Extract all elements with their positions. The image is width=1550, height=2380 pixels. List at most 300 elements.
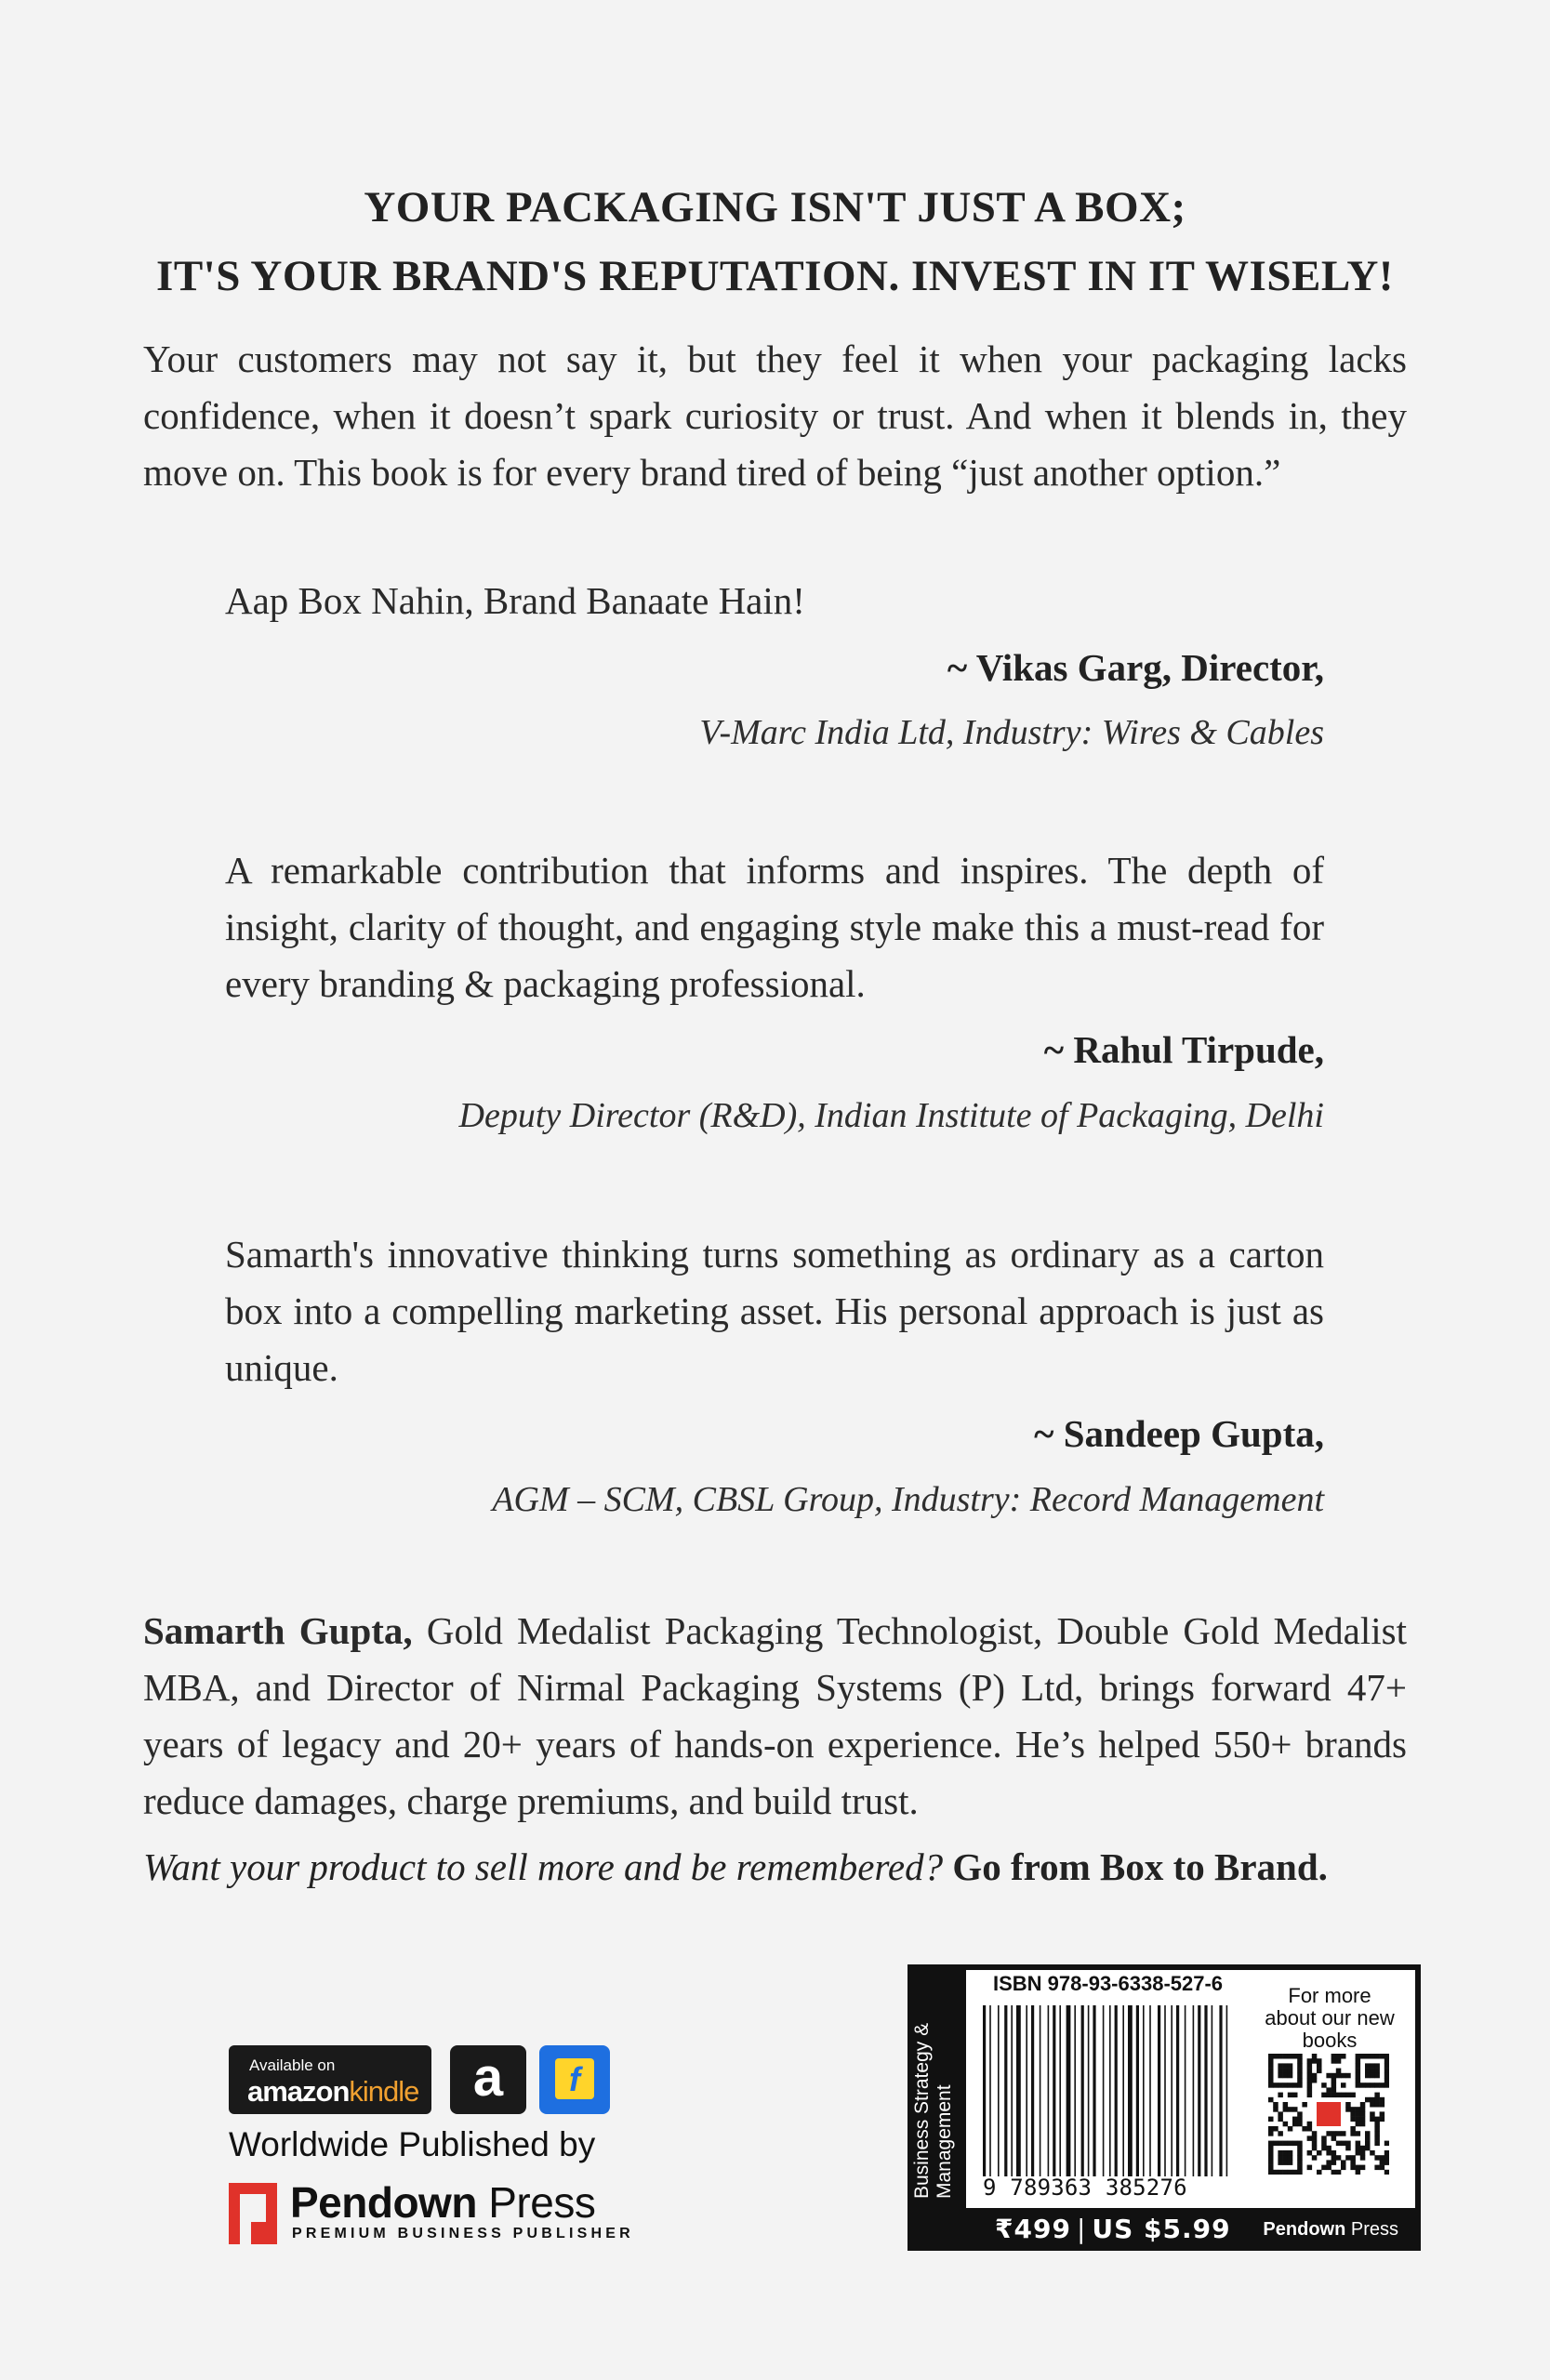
- qr-module: [1278, 2160, 1283, 2165]
- qr-module: [1384, 2170, 1389, 2175]
- barcode-bar: [1031, 2005, 1034, 2176]
- for-more-books-label: For more about our new books: [1265, 1984, 1395, 2052]
- qr-module: [1273, 2107, 1278, 2112]
- worldwide-published-by: Worldwide Published by: [229, 2125, 596, 2163]
- qr-module: [1356, 2054, 1361, 2059]
- qr-module: [1326, 2160, 1331, 2165]
- qr-module: [1384, 2141, 1389, 2147]
- qr-module: [1273, 2102, 1278, 2108]
- qr-module: [1268, 2126, 1274, 2132]
- qr-module: [1384, 2155, 1389, 2161]
- qr-module: [1268, 2146, 1274, 2151]
- qr-module: [1273, 2141, 1278, 2147]
- barcode-bar: [1128, 2005, 1133, 2176]
- qr-module: [1297, 2073, 1303, 2079]
- barcode-bar: [1226, 2005, 1228, 2176]
- qr-module: [1374, 2117, 1380, 2122]
- qr-module: [1283, 2069, 1289, 2074]
- qr-module: [1326, 2150, 1331, 2156]
- qr-module: [1365, 2082, 1371, 2088]
- barcode-bar: [1040, 2005, 1041, 2176]
- barcode-bar: [1204, 2005, 1207, 2176]
- qr-module: [1288, 2170, 1293, 2175]
- qr-module: [1336, 2069, 1342, 2074]
- qr-module: [1312, 2131, 1318, 2136]
- qr-module: [1278, 2150, 1283, 2156]
- qr-module: [1288, 2082, 1293, 2088]
- qr-module: [1317, 2058, 1322, 2064]
- publisher-name-bold: Pendown: [290, 2178, 477, 2227]
- qr-module: [1321, 2093, 1327, 2098]
- qr-module: [1331, 2131, 1337, 2136]
- qr-module: [1336, 2141, 1342, 2147]
- barcode-bar: [998, 2005, 1000, 2176]
- barcode-bar: [1053, 2005, 1055, 2176]
- qr-module: [1350, 2155, 1356, 2161]
- qr-module: [1356, 2150, 1361, 2156]
- qr-module: [1278, 2155, 1283, 2161]
- barcode-bar: [1074, 2005, 1076, 2176]
- qr-module: [1297, 2078, 1303, 2083]
- qr-module: [1268, 2073, 1274, 2079]
- qr-module: [1268, 2058, 1274, 2064]
- qr-module: [1283, 2160, 1289, 2165]
- qr-module: [1341, 2165, 1346, 2171]
- qr-module: [1268, 2155, 1274, 2161]
- amazon-logo-icon: a: [450, 2045, 526, 2114]
- qr-module: [1292, 2141, 1298, 2147]
- qr-module: [1307, 2069, 1313, 2074]
- qr-module: [1278, 2093, 1283, 2098]
- qr-module: [1336, 2155, 1342, 2161]
- qr-module: [1278, 2131, 1283, 2136]
- qr-module: [1283, 2170, 1289, 2175]
- qr-module: [1345, 2146, 1351, 2151]
- barcode-bar: [1164, 2005, 1166, 2176]
- qr-module: [1384, 2082, 1389, 2088]
- qr-module: [1326, 2093, 1331, 2098]
- testimonial-name-2: ~ Rahul Tirpude,: [1043, 1028, 1324, 1071]
- headline-line-1: YOUR PACKAGING ISN'T JUST A BOX;: [364, 183, 1186, 231]
- qr-module: [1384, 2054, 1389, 2059]
- barcode-bar: [1011, 2005, 1013, 2176]
- qr-module: [1374, 2082, 1380, 2088]
- publisher-name: [290, 2177, 595, 2228]
- qr-module: [1307, 2087, 1313, 2093]
- qr-module: [1278, 2073, 1283, 2079]
- qr-module: [1268, 2054, 1274, 2059]
- qr-module: [1350, 2131, 1356, 2136]
- qr-module: [1292, 2054, 1298, 2059]
- qr-module: [1317, 2063, 1322, 2069]
- qr-module: [1360, 2102, 1366, 2108]
- qr-module: [1283, 2082, 1289, 2088]
- qr-module: [1292, 2122, 1298, 2127]
- qr-module: [1356, 2131, 1361, 2136]
- qr-module: [1326, 2131, 1331, 2136]
- author-bio-text: Gold Medalist Packaging Technologist, Double Gold Medalist MBA, and Director of Nirmal Packaging Systems (P) Ltd, brings forward 47+ years of legacy and 20+ years of hands-on experience. He’s helped 550+ brands reduce damages, charge premiums, and build trust.: [143, 1609, 1407, 1822]
- qr-module: [1336, 2054, 1342, 2059]
- qr-module: [1356, 2073, 1361, 2079]
- qr-module: [1273, 2082, 1278, 2088]
- qr-module: [1302, 2126, 1307, 2132]
- qr-module: [1288, 2093, 1293, 2098]
- author-name: Samarth Gupta,: [143, 1609, 413, 1652]
- barcode-bar: [1048, 2005, 1050, 2176]
- qr-module: [1283, 2150, 1289, 2156]
- qr-module: [1312, 2141, 1318, 2147]
- testimonial-role-3: AGM – SCM, CBSL Group, Industry: Record Management: [492, 1480, 1324, 1519]
- amazon-kindle-badge: [229, 2045, 431, 2114]
- barcode-bar: [1171, 2005, 1172, 2176]
- qr-module: [1312, 2058, 1318, 2064]
- qr-module: [1273, 2170, 1278, 2175]
- qr-module: [1370, 2069, 1375, 2074]
- qr-module: [1288, 2141, 1293, 2147]
- qr-module: [1297, 2122, 1303, 2127]
- qr-module: [1288, 2054, 1293, 2059]
- qr-module: [1302, 2102, 1307, 2108]
- qr-module: [1350, 2111, 1356, 2117]
- kindle-badge-brand: amazon: [247, 2075, 350, 2108]
- qr-module: [1321, 2141, 1327, 2147]
- qr-module: [1321, 2082, 1327, 2088]
- qr-module: [1356, 2063, 1361, 2069]
- qr-module: [1350, 2093, 1356, 2098]
- qr-module: [1312, 2054, 1318, 2059]
- intro-paragraph: Your customers may not say it, but they feel it when your packaging lacks confidence, when it doesn’t spark curiosity or trust. And when it blends in, they move on. This book is for every brand tired of being “just another option.”: [143, 337, 1407, 494]
- qr-module: [1374, 2135, 1380, 2141]
- qr-module: [1384, 2063, 1389, 2069]
- qr-module: [1297, 2054, 1303, 2059]
- qr-module: [1321, 2165, 1327, 2171]
- qr-module: [1380, 2160, 1385, 2165]
- qr-module: [1345, 2093, 1351, 2098]
- qr-module: [1370, 2073, 1375, 2079]
- kindle-badge-caption: Available on: [249, 2056, 336, 2074]
- barcode-bar: [1176, 2005, 1179, 2176]
- barcode-bar: [1093, 2005, 1095, 2176]
- qr-module: [1307, 2082, 1313, 2088]
- qr-module: [1380, 2097, 1385, 2103]
- qr-module: [1278, 2069, 1283, 2074]
- qr-module: [1268, 2150, 1274, 2156]
- qr-module: [1380, 2054, 1385, 2059]
- qr-module: [1312, 2073, 1318, 2079]
- qr-module: [1374, 2097, 1380, 2103]
- qr-module: [1307, 2078, 1313, 2083]
- qr-module: [1370, 2117, 1375, 2122]
- qr-module: [1356, 2122, 1361, 2127]
- barcode-bar: [1004, 2005, 1007, 2176]
- qr-module: [1360, 2165, 1366, 2171]
- qr-module: [1356, 2082, 1361, 2088]
- testimonial-name-3: ~ Sandeep Gupta,: [1034, 1412, 1324, 1455]
- qr-module: [1350, 2107, 1356, 2112]
- kindle-badge-suffix: kindle: [349, 2075, 419, 2108]
- qr-module: [1384, 2058, 1389, 2064]
- qr-module: [1331, 2155, 1337, 2161]
- qr-module: [1283, 2107, 1289, 2112]
- qr-module: [1374, 2165, 1380, 2171]
- barcode-bar: [1219, 2005, 1222, 2176]
- qr-module: [1292, 2170, 1298, 2175]
- qr-module: [1356, 2058, 1361, 2064]
- qr-module: [1360, 2155, 1366, 2161]
- qr-module: [1384, 2078, 1389, 2083]
- barcode-bar: [1212, 2005, 1213, 2176]
- author-bio: [143, 1603, 1407, 1830]
- qr-module: [1331, 2054, 1337, 2059]
- qr-module: [1374, 2073, 1380, 2079]
- qr-module: [1370, 2097, 1375, 2103]
- barcode-bar: [983, 2005, 986, 2176]
- qr-module: [1374, 2102, 1380, 2108]
- qr-module: [1331, 2058, 1337, 2064]
- qr-module: [1345, 2102, 1351, 2108]
- qr-module: [1288, 2160, 1293, 2165]
- qr-module: [1360, 2107, 1366, 2112]
- qr-module: [1370, 2054, 1375, 2059]
- qr-module: [1326, 2073, 1331, 2079]
- flipkart-logo-icon: [539, 2045, 610, 2114]
- qr-module: [1336, 2170, 1342, 2175]
- qr-module: [1341, 2093, 1346, 2098]
- barcode-bar: [1081, 2005, 1084, 2176]
- pendown-logo-icon: [229, 2183, 277, 2244]
- qr-module: [1380, 2102, 1385, 2108]
- qr-module: [1336, 2131, 1342, 2136]
- qr-module: [1331, 2160, 1337, 2165]
- qr-module: [1384, 2073, 1389, 2079]
- qr-module: [1380, 2165, 1385, 2171]
- qr-module: [1268, 2117, 1274, 2122]
- book-category: Business Strategy & Management: [911, 2022, 955, 2199]
- qr-module: [1341, 2073, 1346, 2079]
- qr-module: [1336, 2073, 1342, 2079]
- testimonial-quote-3: Samarth's innovative thinking turns something as ordinary as a carton box into a compelling marketing asset. His personal approach is just as unique.: [225, 1233, 1324, 1389]
- barcode-bar: [1122, 2005, 1124, 2176]
- qr-module: [1384, 2069, 1389, 2074]
- qr-module: [1341, 2141, 1346, 2147]
- qr-module: [1317, 2170, 1322, 2175]
- qr-module: [1365, 2063, 1371, 2069]
- qr-module: [1317, 2069, 1322, 2074]
- qr-module: [1288, 2155, 1293, 2161]
- qr-module: [1356, 2141, 1361, 2147]
- price-inr: ₹499: [995, 2214, 1071, 2244]
- qr-module: [1331, 2135, 1337, 2141]
- qr-module: [1331, 2093, 1337, 2098]
- qr-module: [1268, 2097, 1274, 2103]
- qr-module: [1312, 2078, 1318, 2083]
- qr-module: [1331, 2073, 1337, 2079]
- headline-line-2: IT'S YOUR BRAND'S REPUTATION. INVEST IN IT WISELY!: [156, 252, 1394, 300]
- barcode-bar: [1158, 2005, 1160, 2176]
- barcode-bar: [1109, 2005, 1111, 2176]
- qr-module: [1278, 2141, 1283, 2147]
- qr-module: [1374, 2063, 1380, 2069]
- barcode-bar: [1103, 2005, 1105, 2176]
- qr-module: [1356, 2146, 1361, 2151]
- qr-module: [1370, 2063, 1375, 2069]
- qr-module: [1283, 2155, 1289, 2161]
- qr-module: [1365, 2146, 1371, 2151]
- qr-module: [1370, 2102, 1375, 2108]
- qr-module: [1360, 2150, 1366, 2156]
- cta-question: Want your product to sell more and be remembered?: [143, 1845, 944, 1888]
- qr-module: [1288, 2150, 1293, 2156]
- isbn-label: ISBN 978-93-6338-527-6: [993, 1972, 1224, 1995]
- qr-module: [1307, 2126, 1313, 2132]
- qr-module: [1297, 2111, 1303, 2117]
- qr-module: [1326, 2146, 1331, 2151]
- qr-module: [1350, 2160, 1356, 2165]
- qr-module: [1365, 2069, 1371, 2074]
- panel-publisher-rest: Press: [1345, 2219, 1398, 2240]
- cta-answer: Go from Box to Brand.: [943, 1845, 1328, 1888]
- call-to-action: [143, 1844, 1328, 1889]
- barcode-bar: [1026, 2005, 1027, 2176]
- qr-module: [1360, 2054, 1366, 2059]
- qr-module: [1297, 2058, 1303, 2064]
- qr-module: [1365, 2097, 1371, 2103]
- qr-module: [1288, 2126, 1293, 2132]
- qr-module: [1268, 2082, 1274, 2088]
- qr-module: [1360, 2122, 1366, 2127]
- qr-module: [1365, 2135, 1371, 2141]
- qr-module: [1268, 2078, 1274, 2083]
- qr-module: [1288, 2073, 1293, 2079]
- qr-module: [1273, 2054, 1278, 2059]
- qr-module: [1278, 2063, 1283, 2069]
- qr-module: [1297, 2146, 1303, 2151]
- testimonial-name-1: ~ Vikas Garg, Director,: [947, 646, 1324, 689]
- qr-module: [1341, 2131, 1346, 2136]
- barcode-bar: [1115, 2005, 1118, 2176]
- qr-module: [1292, 2117, 1298, 2122]
- qr-module: [1331, 2170, 1337, 2175]
- qr-module: [1384, 2160, 1389, 2165]
- qr-module: [1326, 2165, 1331, 2171]
- publisher-tagline: PREMIUM BUSINESS PUBLISHER: [292, 2226, 634, 2241]
- qr-module: [1307, 2135, 1313, 2141]
- qr-module: [1283, 2073, 1289, 2079]
- qr-module: [1365, 2131, 1371, 2136]
- qr-module: [1278, 2170, 1283, 2175]
- panel-publisher-bold: Pendown: [1263, 2219, 1346, 2240]
- barcode-bar: [1149, 2005, 1151, 2176]
- qr-module: [1360, 2082, 1366, 2088]
- qr-module: [1345, 2073, 1351, 2079]
- qr-module: [1278, 2111, 1283, 2117]
- qr-module: [1307, 2122, 1313, 2127]
- qr-module: [1297, 2165, 1303, 2171]
- price-usd: US $5.99: [1092, 2214, 1231, 2244]
- qr-module: [1312, 2146, 1318, 2151]
- qr-module: [1297, 2082, 1303, 2088]
- qr-module: [1268, 2141, 1274, 2147]
- qr-module: [1345, 2155, 1351, 2161]
- qr-module: [1283, 2054, 1289, 2059]
- isbn-barcode: [983, 2005, 1234, 2176]
- qr-module: [1374, 2093, 1380, 2098]
- barcode-digits: 9 789363 385276: [983, 2175, 1187, 2201]
- qr-module: [1297, 2160, 1303, 2165]
- qr-module: [1374, 2054, 1380, 2059]
- barcode-bar: [1193, 2005, 1195, 2176]
- qr-module: [1356, 2117, 1361, 2122]
- barcode-bar: [1185, 2005, 1186, 2176]
- qr-module: [1297, 2063, 1303, 2069]
- qr-module: [1297, 2155, 1303, 2161]
- qr-module: [1374, 2126, 1380, 2132]
- qr-module: [1297, 2141, 1303, 2147]
- qr-module: [1341, 2160, 1346, 2165]
- testimonial-role-2: Deputy Director (R&D), Indian Institute of Packaging, Delhi: [458, 1096, 1324, 1135]
- qr-module: [1307, 2063, 1313, 2069]
- qr-module: [1307, 2093, 1313, 2098]
- barcode-bar: [1198, 2005, 1200, 2176]
- qr-module: [1268, 2131, 1274, 2136]
- price-line: ₹499 | US $5.99: [995, 2214, 1231, 2244]
- qr-module: [1307, 2165, 1313, 2171]
- qr-module: [1331, 2078, 1337, 2083]
- qr-module: [1273, 2126, 1278, 2132]
- qr-module: [1307, 2058, 1313, 2064]
- qr-module: [1292, 2107, 1298, 2112]
- qr-module: [1345, 2141, 1351, 2147]
- qr-center-logo: [1317, 2102, 1341, 2126]
- qr-module: [1326, 2087, 1331, 2093]
- qr-module: [1278, 2054, 1283, 2059]
- testimonial-role-1: V-Marc India Ltd, Industry: Wires & Cables: [699, 713, 1324, 752]
- qr-module: [1370, 2150, 1375, 2156]
- qr-module: [1268, 2165, 1274, 2171]
- qr-module: [1360, 2111, 1366, 2117]
- qr-module: [1331, 2150, 1337, 2156]
- flipkart-bag-icon: f: [555, 2058, 594, 2099]
- qr-module: [1350, 2126, 1356, 2132]
- qr-module: [1312, 2135, 1318, 2141]
- qr-module: [1331, 2082, 1337, 2088]
- qr-module: [1380, 2082, 1385, 2088]
- qr-module: [1336, 2058, 1342, 2064]
- qr-module: [1268, 2160, 1274, 2165]
- qr-module: [1297, 2170, 1303, 2175]
- panel-publisher: [1263, 2219, 1398, 2241]
- qr-module: [1297, 2150, 1303, 2156]
- qr-module: [1341, 2054, 1346, 2059]
- barcode-panel: [907, 1964, 1421, 2251]
- qr-module: [1356, 2078, 1361, 2083]
- qr-module: [1288, 2069, 1293, 2074]
- qr-module: [1297, 2069, 1303, 2074]
- qr-module: [1268, 2170, 1274, 2175]
- qr-module: [1374, 2131, 1380, 2136]
- publisher-name-rest: Press: [476, 2178, 596, 2227]
- qr-module: [1317, 2150, 1322, 2156]
- qr-module: [1370, 2111, 1375, 2117]
- qr-module: [1321, 2135, 1327, 2141]
- qr-module: [1380, 2155, 1385, 2161]
- barcode-bar: [1136, 2005, 1139, 2176]
- qr-module: [1374, 2069, 1380, 2074]
- qr-module: [1321, 2146, 1327, 2151]
- qr-module: [1350, 2117, 1356, 2122]
- barcode-bar: [1143, 2005, 1145, 2176]
- barcode-bar: [1059, 2005, 1061, 2176]
